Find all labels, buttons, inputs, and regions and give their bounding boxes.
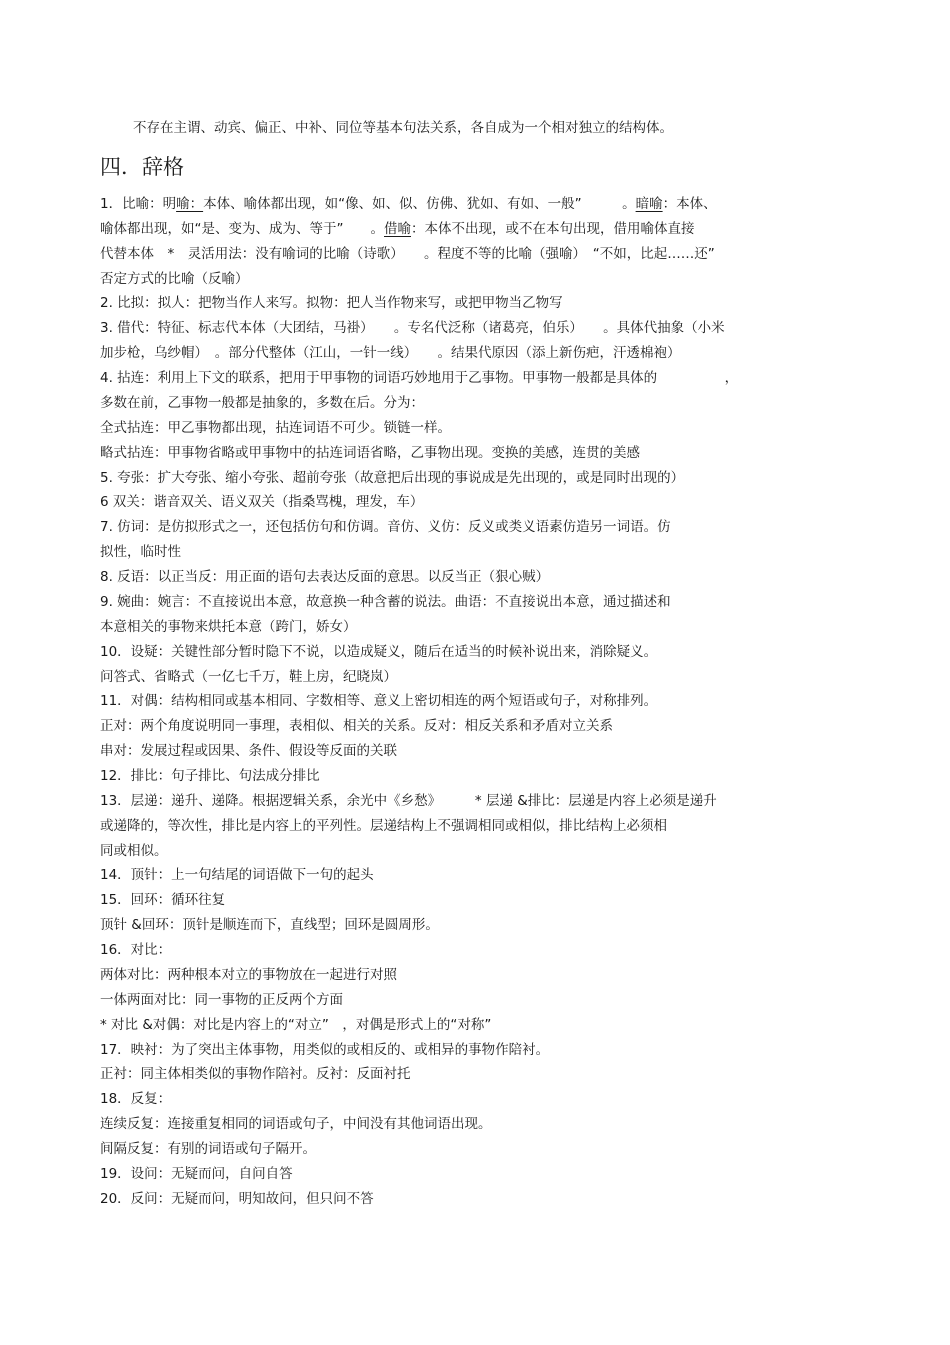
text-line [100, 244, 715, 264]
text-line [100, 741, 397, 761]
text-segment: 两体对比：两种根本对立的事物放在一起进行对照 [100, 966, 397, 983]
text-segment: 12．排比：句子排比、句法成分排比 [100, 768, 320, 784]
text-segment: 6 双关：谐音双关、语义双关（指桑骂槐，理发，车） [100, 494, 424, 511]
text-line [100, 1164, 293, 1184]
text-line [100, 567, 549, 587]
text-line [100, 492, 423, 512]
text-line [100, 194, 717, 214]
text-segment: 14．顶针：上一句结尾的词语做下一句的起头 [100, 867, 374, 884]
text-line [100, 965, 397, 985]
text-segment: 4. 拈连：利用上下文的联系，把用于甲事物的词语巧妙地用于乙事物。甲事物一般都是具体的 ， [100, 370, 739, 387]
text-line [100, 293, 563, 313]
underlined-term: 借喻 [384, 220, 411, 237]
text-segment: 7. 仿词：是仿拟形式之一，还包括仿句和仿调。音仿、义仿：反义或类义语素仿造另一词语。仿 [100, 519, 671, 536]
text-segment: 20．反问：无疑而问，明知故问，但只问不答 [100, 1190, 374, 1207]
text-segment: 9. 婉曲：婉言：不直接说出本意，故意换一种含蓄的说法。曲语：不直接说出本意，通过描述和 [100, 593, 671, 610]
text-line [100, 443, 640, 463]
text-segment: 1．比喻：明 [100, 196, 177, 212]
text-line [100, 1040, 549, 1060]
text-line [100, 617, 357, 637]
text-line [100, 990, 343, 1010]
text-segment: 问答式、省略式（一亿七千万，鞋上房，纪晓岚） [100, 668, 397, 685]
text-segment: 5. 夸张：扩大夸张、缩小夸张、超前夸张（故意把后出现的事说成是先出现的，或是同时出现的） [100, 469, 685, 486]
text-line [100, 318, 725, 338]
text-line [100, 691, 657, 711]
section-heading: 四．辞格 [100, 155, 184, 179]
text-line [100, 418, 451, 438]
text-line [100, 865, 374, 885]
text-segment: 17．映衬：为了突出主体事物，用类似的或相反的、或相异的事物作陪衬。 [100, 1041, 550, 1058]
text-line [100, 592, 671, 612]
text-segment: 本意相关的事物来烘托本意（跨门，娇女） [100, 618, 357, 635]
text-line [100, 517, 671, 537]
text-segment: 拟性，临时性 [100, 544, 181, 561]
text-line [100, 1139, 316, 1159]
text-line [100, 343, 681, 363]
text-segment: 同或相似。 [100, 842, 168, 859]
intro-paragraph: 不存在主谓、动宾、偏正、中补、同位等基本句法关系，各自成为一个相对独立的结构体。 [133, 120, 673, 136]
text-segment: 13．层递：递升、递降。根据逻辑关系，余光中《乡愁》 * 层递 &排比：层递是内容上必须是递升 [100, 792, 717, 809]
text-line [100, 791, 717, 811]
text-line [100, 1114, 492, 1134]
text-line [100, 269, 249, 289]
text-segment: 全式拈连：甲乙事物都出现，拈连词语不可少。锁链一样。 [100, 419, 451, 436]
text-line [100, 393, 424, 413]
text-line [100, 841, 168, 861]
text-segment: 间隔反复：有别的词语或句子隔开。 [100, 1141, 316, 1158]
text-segment: 19．设问：无疑而问，自问自答 [100, 1165, 293, 1182]
text-line [100, 542, 181, 562]
text-segment: 一体两面对比：同一事物的正反两个方面 [100, 991, 343, 1008]
text-line [100, 1189, 374, 1209]
text-line [100, 642, 657, 662]
text-line [100, 1064, 411, 1084]
text-segment: ：本体不出现，或不在本句出现，借用喻体直接 [411, 220, 695, 237]
text-segment: 11．对偶：结构相同或基本相同、字数相等、意义上密切相连的两个短语或句子，对称排列。 [100, 693, 658, 710]
text-segment: 2. 比拟：拟人：把物当作人来写。拟物：把人当作物来写，或把甲物当乙物写 [100, 295, 563, 312]
text-line [100, 667, 397, 687]
underlined-term: 喻： [176, 196, 204, 212]
text-segment: 18．反复： [100, 1091, 172, 1108]
text-segment: 本体、喻体都出现，如“像、如、似、仿佛、犹如、有如、一般” 。 [203, 196, 636, 212]
text-line [100, 1015, 491, 1035]
text-segment: 16．对比： [100, 942, 172, 959]
text-line [100, 816, 667, 836]
text-segment: 顶针 &回环：顶针是顺连而下，直线型；回环是圆周形。 [100, 917, 439, 934]
text-line [100, 915, 439, 935]
text-segment: 代替本体 * 灵活用法：没有喻词的比喻（诗歌） 。程度不等的比喻（强喻） “不如，比起……还” [100, 245, 715, 262]
text-segment: 正衬：同主体相类似的事物作陪衬。反衬：反面衬托 [100, 1066, 411, 1083]
text-line [100, 890, 225, 910]
text-segment: * 对比 &对偶：对比是内容上的“对立” ，对偶是形式上的“对称” [100, 1016, 492, 1033]
text-segment: 多数在前，乙事物一般都是抽象的，多数在后。分为： [100, 394, 424, 411]
underlined-term: 暗喻 [635, 196, 663, 212]
text-line [100, 368, 738, 388]
text-line [100, 766, 320, 786]
text-segment: 3. 借代：特征、标志代本体（大团结，马褂） 。专名代泛称（诸葛亮，伯乐） 。具体代抽象（小米 [100, 320, 725, 337]
text-segment: 串对：发展过程或因果、条件、假设等反面的关联 [100, 743, 397, 760]
text-line [100, 1089, 171, 1109]
text-line [100, 468, 684, 488]
text-segment: 略式拈连：甲事物省略或甲事物中的拈连词语省略，乙事物出现。变换的美感，连贯的美感 [100, 444, 640, 461]
text-segment: 8. 反语：以正当反：用正面的语句去表达反面的意思。以反当正（狠心贼） [100, 569, 550, 586]
text-segment: 否定方式的比喻（反喻） [100, 270, 249, 287]
text-line [100, 716, 613, 736]
text-line [100, 219, 695, 239]
text-segment: ：本体、 [662, 196, 717, 212]
text-segment: 正对：两个角度说明同一事理，表相似、相关的关系。反对：相反关系和矛盾对立关系 [100, 718, 613, 735]
text-segment: 喻体都出现，如“是、变为、成为、等于” 。 [100, 220, 384, 237]
text-segment: 10．设疑：关键性部分暂时隐下不说，以造成疑义，随后在适当的时候补说出来，消除疑义。 [100, 643, 658, 660]
text-segment: 15．回环：循环往复 [100, 892, 226, 909]
text-line [100, 940, 171, 960]
text-segment: 连续反复：连接重复相同的词语或句子，中间没有其他词语出现。 [100, 1116, 492, 1133]
text-segment: 或递降的，等次性，排比是内容上的平列性。层递结构上不强调相同或相似，排比结构上必须相 [100, 817, 667, 834]
text-segment: 加步枪，乌纱帽） 。部分代整体（江山，一针一线） 。结果代原因（添上新伤疤，汗透棉袍） [100, 345, 681, 362]
